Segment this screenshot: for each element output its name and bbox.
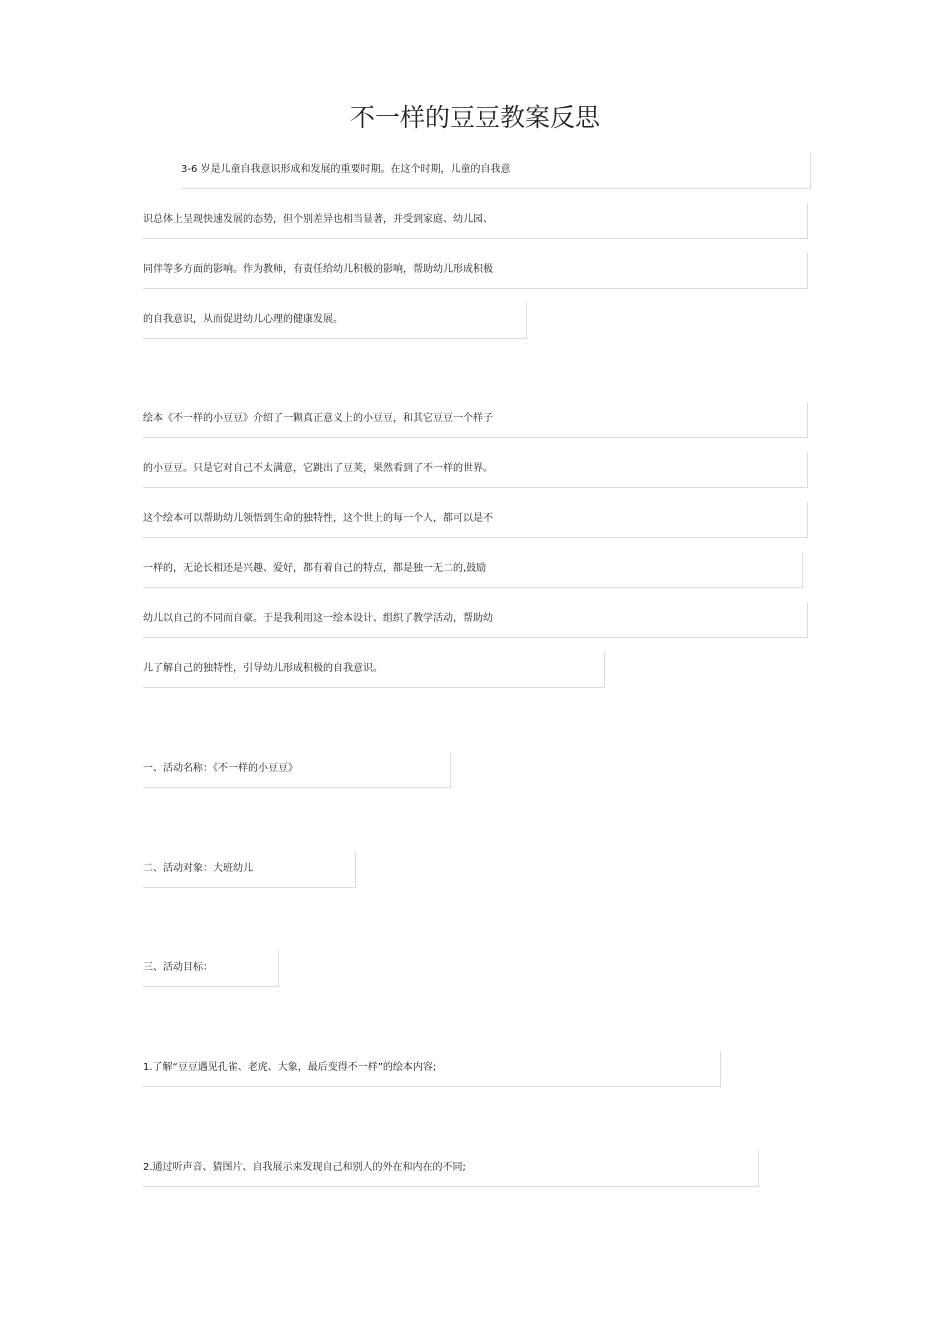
section-activity-name: 一、活动名称：《不一样的小豆豆》: [143, 752, 451, 788]
section-activity-target: 二、活动对象：大班幼儿: [143, 852, 356, 888]
paragraph-2-line-6: 儿了解自己的独特性，引导幼儿形成积极的自我意识。: [143, 652, 605, 688]
page-title: 不一样的豆豆教案反思: [349, 103, 600, 132]
paragraph-1-line-1: 3-6 岁是儿童自我意识形成和发展的重要时期。在这个时期，儿童的自我意: [181, 153, 811, 189]
goal-1: 1.了解“豆豆遇见孔雀、老虎、大象，最后变得不一样”的绘本内容;: [143, 1051, 721, 1087]
paragraph-1-line-2: 识总体上呈现快速发展的态势，但个别差异也相当显著，并受到家庭、幼儿园、: [143, 203, 808, 239]
goal-2: 2.通过听声音、猜图片、自我展示来发现自己和别人的外在和内在的不同;: [143, 1151, 759, 1187]
section-activity-goals: 三、活动目标：: [143, 951, 279, 987]
paragraph-2-line-3: 这个绘本可以帮助幼儿领悟到生命的独特性，这个世上的每一个人，都可以是不: [143, 502, 808, 538]
paragraph-2-line-5: 幼儿以自己的不同而自豪。于是我利用这一绘本设计、组织了教学活动，帮助幼: [143, 602, 808, 638]
paragraph-1-line-3: 同伴等多方面的影响。作为教师，有责任给幼儿积极的影响，帮助幼儿形成积极: [143, 253, 808, 289]
paragraph-2-line-4: 一样的，无论长相还是兴趣、爱好，都有着自己的特点，都是独一无二的,鼓励: [143, 552, 803, 588]
paragraph-2-line-1: 绘本《不一样的小豆豆》介绍了一颗真正意义上的小豆豆，和其它豆豆一个样子: [143, 402, 808, 438]
paragraph-2-line-2: 的小豆豆。只是它对自己不太满意，它跳出了豆荚，果然看到了不一样的世界。: [143, 452, 808, 488]
paragraph-1-line-4: 的自我意识，从而促进幼儿心理的健康发展。: [143, 303, 527, 339]
